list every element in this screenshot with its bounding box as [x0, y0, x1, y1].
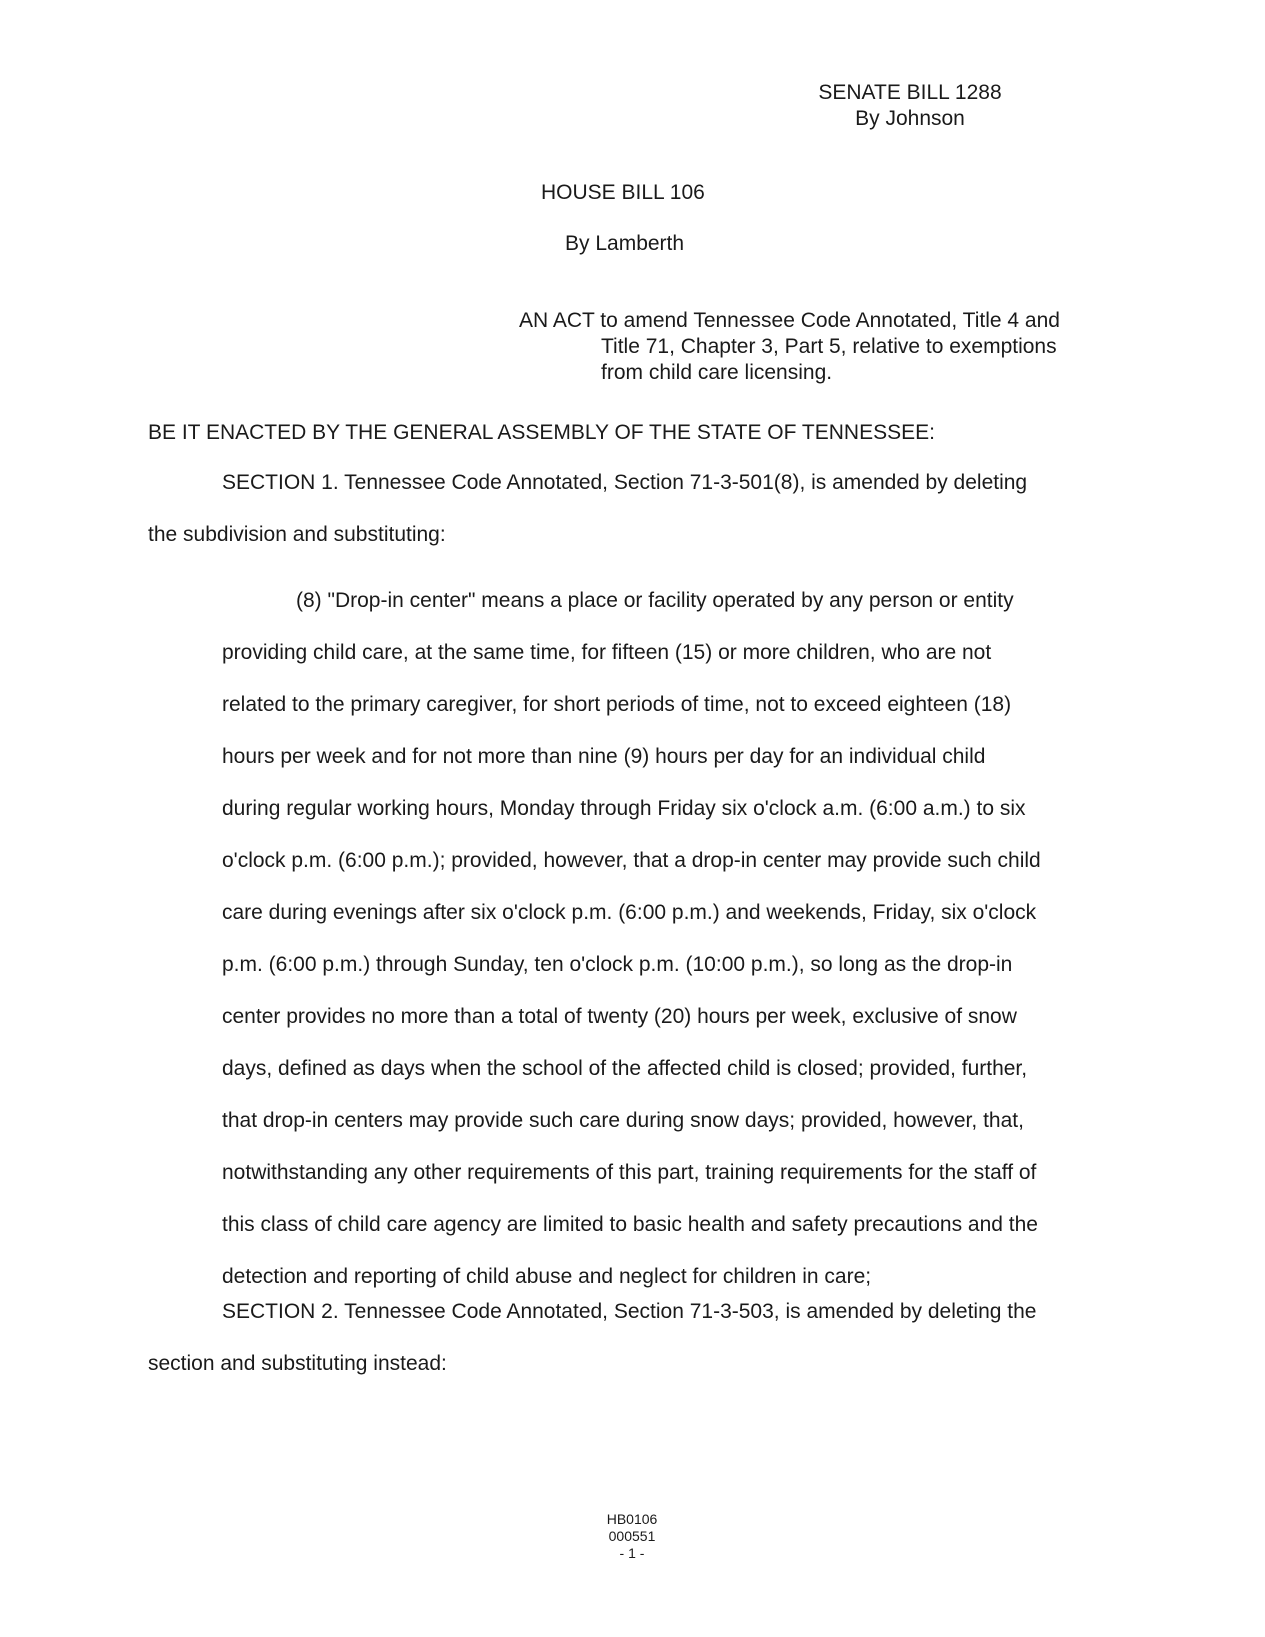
- definition-line: center provides no more than a total of twenty (20) hours per week, exclusive of snow: [222, 1005, 1017, 1028]
- footer-doc-code: HB0106: [606, 1511, 658, 1527]
- definition-line: this class of child care agency are limited to basic health and safety precautions and the: [222, 1213, 1038, 1236]
- act-caption-line: from child care licensing.: [601, 361, 833, 384]
- definition-line: p.m. (6:00 p.m.) through Sunday, ten o'clock p.m. (10:00 p.m.), so long as the drop-in: [222, 953, 1013, 976]
- definition-line: o'clock p.m. (6:00 p.m.); provided, however, that a drop-in center may provide such child: [222, 849, 1041, 872]
- definition-line: (8) "Drop-in center" means a place or facility operated by any person or entity: [296, 589, 1014, 612]
- section-1-heading: SECTION 1. Tennessee Code Annotated, Section 71-3-501(8), is amended by deleting: [222, 471, 1028, 494]
- senate-bill-block: [800, 80, 1020, 132]
- footer-doc-number: 000551: [608, 1528, 656, 1544]
- definition-line: days, defined as days when the school of the affected child is closed; provided, further,: [222, 1057, 1028, 1080]
- section-2-continuation: section and substituting instead:: [148, 1352, 447, 1375]
- definition-line: detection and reporting of child abuse and neglect for children in care;: [222, 1265, 872, 1288]
- definition-line: providing child care, at the same time, for fifteen (15) or more children, who are not: [222, 641, 992, 664]
- house-bill-number: HOUSE BILL 106: [541, 181, 705, 204]
- act-caption-line: AN ACT to amend Tennessee Code Annotated, Title 4 and: [519, 309, 1060, 332]
- enacting-clause: BE IT ENACTED BY THE GENERAL ASSEMBLY OF THE STATE OF TENNESSEE:: [148, 421, 935, 444]
- definition-line: care during evenings after six o'clock p.m. (6:00 p.m.) and weekends, Friday, six o'clock: [222, 901, 1037, 924]
- definition-line: notwithstanding any other requirements of this part, training requirements for the staff of: [222, 1161, 1037, 1184]
- footer-page-number: - 1 -: [619, 1545, 645, 1561]
- section-2-heading: SECTION 2. Tennessee Code Annotated, Section 71-3-503, is amended by deleting the: [222, 1300, 1037, 1323]
- definition-line: that drop-in centers may provide such care during snow days; provided, however, that,: [222, 1109, 1024, 1132]
- house-bill-sponsor: By Lamberth: [565, 232, 685, 255]
- definition-line: during regular working hours, Monday through Friday six o'clock a.m. (6:00 a.m.) to six: [222, 797, 1026, 820]
- drop-in-center-definition: [222, 575, 1102, 1303]
- page-footer: [582, 1511, 682, 1562]
- senate-bill-sponsor: By Johnson: [855, 107, 965, 130]
- definition-line: hours per week and for not more than nine (9) hours per day for an individual child: [222, 745, 986, 768]
- definition-line: related to the primary caregiver, for short periods of time, not to exceed eighteen (18): [222, 693, 1012, 716]
- senate-bill-number: SENATE BILL 1288: [818, 81, 1002, 104]
- section-1-continuation: the subdivision and substituting:: [148, 523, 446, 546]
- act-caption: [519, 308, 1060, 386]
- act-caption-line: Title 71, Chapter 3, Part 5, relative to exemptions: [601, 335, 1057, 358]
